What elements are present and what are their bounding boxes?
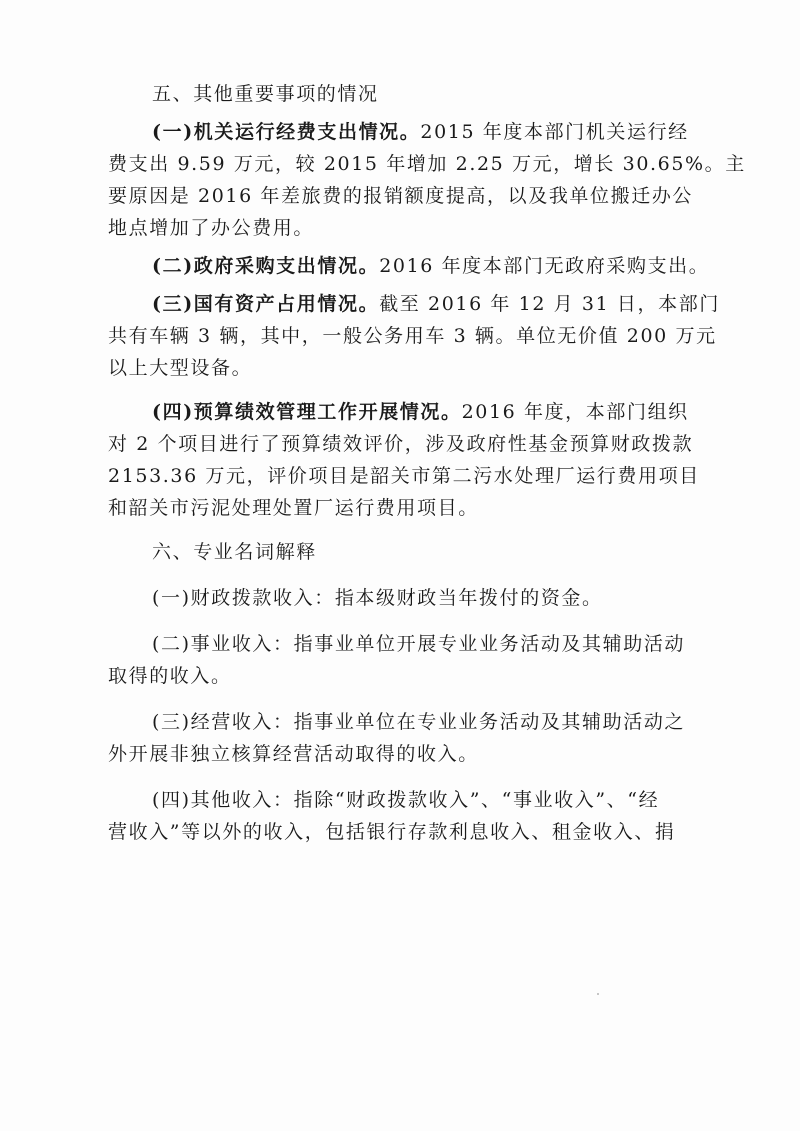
- scan-speck: [597, 993, 599, 995]
- item-4-line-3: [108, 460, 708, 492]
- item-4-text-1: 2016 年度，本部门组织: [461, 401, 689, 423]
- item-4-line-2: [108, 428, 708, 460]
- section-5-heading-text: 五、其他重要事项的情况: [152, 83, 379, 105]
- def-1-line-1: [108, 582, 708, 614]
- item-1-line-1: [108, 116, 708, 148]
- item-1-line-2: [108, 148, 746, 180]
- item-1-text-1: 2015 年度本部门机关运行经: [420, 121, 689, 143]
- def-3-line-2: [108, 738, 708, 770]
- document-body: [108, 78, 746, 848]
- def-3-text-2: 外开展非独立核算经营活动取得的收入。: [108, 743, 479, 765]
- item-3-title: (三)国有资产占用情况。: [152, 293, 380, 315]
- item-3-line-1: [108, 288, 720, 320]
- item-4-title: (四)预算绩效管理工作开展情况。: [152, 401, 462, 423]
- def-3-line-1: [108, 706, 708, 738]
- def-4-line-1: [108, 784, 708, 816]
- item-1-line-3: [108, 180, 708, 212]
- item-2-line-1: [108, 250, 708, 282]
- def-2-line-1: [108, 628, 708, 660]
- item-3-line-3: [108, 352, 708, 384]
- def-2-text-2: 取得的收入。: [108, 665, 232, 687]
- item-1-text-3: 要原因是 2016 年差旅费的报销额度提高，以及我单位搬迁办公: [108, 185, 694, 207]
- item-3-text-3: 以上大型设备。: [108, 357, 253, 379]
- section-6-heading-text: 六、专业名词解释: [152, 541, 317, 563]
- item-4-line-4: [108, 492, 708, 524]
- def-2-text-1: (二)事业收入：指事业单位开展专业业务活动及其辅助活动: [152, 633, 686, 655]
- def-4-text-1: (四)其他收入：指除“财政拨款收入”、“事业收入”、“经: [152, 789, 660, 811]
- def-4-line-2: [108, 816, 708, 848]
- def-4-text-2: 营收入”等以外的收入，包括银行存款利息收入、租金收入、捐: [108, 821, 676, 843]
- item-1-text-4: 地点增加了办公费用。: [108, 217, 315, 239]
- item-4-text-3: 2153.36 万元，评价项目是韶关市第二污水处理厂运行费用项目: [108, 465, 700, 487]
- item-3-text-1: 截至 2016 年 12 月 31 日，本部门: [379, 293, 720, 315]
- item-3-text-2: 共有车辆 3 辆，其中，一般公务用车 3 辆。单位无价值 200 万元: [108, 325, 717, 347]
- item-1-line-4: [108, 212, 708, 244]
- item-2-text-1: 2016 年度本部门无政府采购支出。: [379, 255, 710, 277]
- item-2-title: (二)政府采购支出情况。: [152, 255, 380, 277]
- item-1-text-2: 费支出 9.59 万元，较 2015 年增加 2.25 万元，增长 30.65%。主: [108, 153, 746, 175]
- def-2-line-2: [108, 660, 708, 692]
- item-4-text-2: 对 2 个项目进行了预算绩效评价，涉及政府性基金预算财政拨款: [108, 433, 694, 455]
- section-5-heading: [108, 78, 708, 110]
- item-4-text-4: 和韶关市污泥处理处置厂运行费用项目。: [108, 497, 479, 519]
- item-1-title: (一)机关运行经费支出情况。: [152, 121, 421, 143]
- item-3-line-2: [108, 320, 717, 352]
- item-4-line-1: [108, 396, 708, 428]
- section-6-heading: [108, 536, 708, 568]
- def-1-text-1: (一)财政拨款收入：指本级财政当年拨付的资金。: [152, 587, 603, 609]
- def-3-text-1: (三)经营收入：指事业单位在专业业务活动及其辅助活动之: [152, 711, 686, 733]
